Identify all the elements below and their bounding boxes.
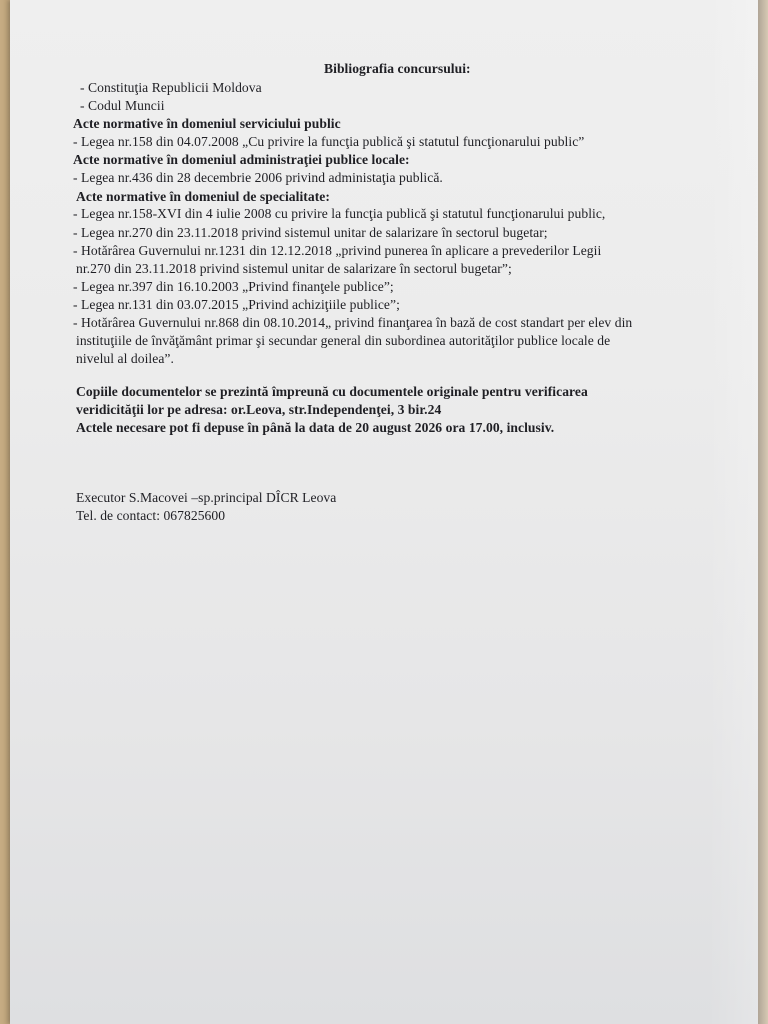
contact-phone: Tel. de contact: 067825600 xyxy=(76,508,226,523)
paper-sheet xyxy=(10,0,768,1024)
list-item: - Legea nr.158 din 04.07.2008 „Cu privire la funcţia publică şi statutul funcţionarului public” xyxy=(73,134,585,149)
notice-line-3: Actele necesare pot fi depuse în până la data de 20 august 2026 ora 17.00, inclusiv. xyxy=(76,420,555,435)
intro-item-labor-code: - Codul Muncii xyxy=(80,98,165,113)
list-item: - Legea nr.397 din 16.10.2003 „Privind finanţele publice”; xyxy=(73,279,394,294)
notice-line-1: Copiile documentelor se prezintă împreună cu documentele originale pentru verificarea xyxy=(76,384,588,399)
list-item: - Hotărârea Guvernului nr.1231 din 12.12.2018 „privind punerea în aplicare a prevederilor Legii xyxy=(73,243,602,258)
paper-edge xyxy=(758,0,768,1024)
list-item: - Hotărârea Guvernului nr.868 din 08.10.2014„ privind finanţarea în bază de cost standart per elev din xyxy=(73,315,633,330)
section-heading-local-administration: Acte normative în domeniul administraţiei publice locale: xyxy=(73,152,410,167)
list-item: - Legea nr.131 din 03.07.2015 „Privind achiziţiile publice”; xyxy=(73,297,400,312)
section-heading-specialty: Acte normative în domeniul de specialitate: xyxy=(76,189,330,204)
document-title: Bibliografia concursului: xyxy=(324,61,471,76)
list-item: - Legea nr.158-XVI din 4 iulie 2008 cu privire la funcţia publică şi statutul funcţionarului public, xyxy=(73,206,606,221)
list-item: - Legea nr.270 din 23.11.2018 privind sistemul unitar de salarizare în sectorul bugetar; xyxy=(73,225,548,240)
list-item: nr.270 din 23.11.2018 privind sistemul unitar de salarizare în sectorul bugetar”; xyxy=(76,261,512,276)
section-heading-public-service: Acte normative în domeniul serviciului public xyxy=(73,116,341,131)
list-item: instituţiile de învăţământ primar şi secundar general din subordinea autorităţilor publice locale de xyxy=(76,333,611,348)
list-item: - Legea nr.436 din 28 decembrie 2006 privind administaţia publică. xyxy=(73,170,443,185)
intro-item-constitution: - Constituţia Republicii Moldova xyxy=(80,80,262,95)
notice-line-2: veridicităţii lor pe adresa: or.Leova, str.Independenţei, 3 bir.24 xyxy=(76,402,442,417)
list-item: nivelul al doilea”. xyxy=(76,351,174,366)
executor-line: Executor S.Macovei –sp.principal DÎCR Leova xyxy=(76,490,337,505)
